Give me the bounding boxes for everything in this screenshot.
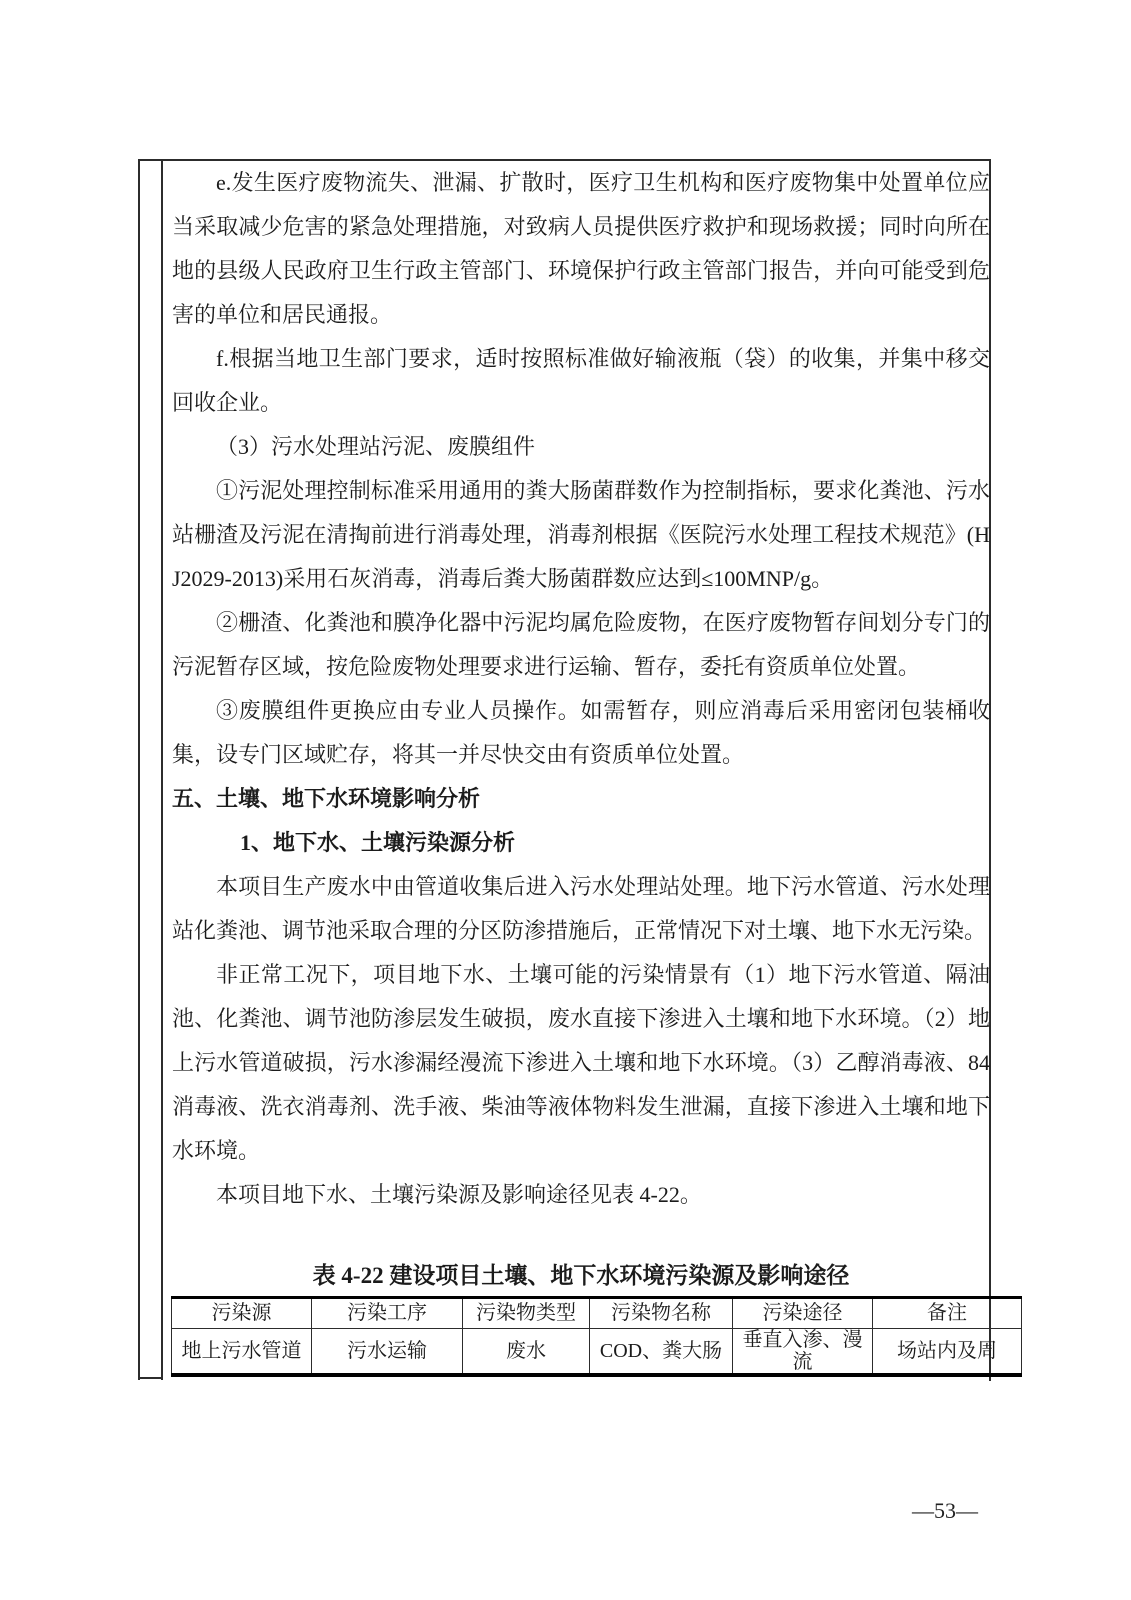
page-border-left-inner [161, 159, 163, 1380]
paragraph-abnormal-condition: 非正常工况下，项目地下水、土壤可能的污染情景有（1）地下污水管道、隔油池、化粪池、调节池防渗层发生破损，废水直接下渗进入土壤和地下水环境。（2）地上污水管道破损，污水渗漏经漫流下渗进入土壤和地下水环境。（3）乙醇消毒液、84 消毒液、洗衣消毒剂、洗手液、柴油等液体物料发生泄漏，直接下渗进入土壤和地下水环境。 [172, 962, 990, 1163]
section-heading-soil-groundwater: 五、土壤、地下水环境影响分析 [172, 786, 481, 811]
table-header-row [172, 1298, 1022, 1329]
table-row [172, 1329, 1022, 1376]
page-number: —53— [912, 1498, 978, 1523]
table-header-pollutant-type: 污染物类型 [463, 1298, 590, 1329]
paragraph-normal-condition: 本项目生产废水中由管道收集后进入污水处理站处理。地下污水管道、污水处理站化粪池、调节池采取合理的分区防渗措施后，正常情况下对土壤、地下水无污染。 [172, 874, 990, 943]
cell-pollution-source: 地上污水管道 [172, 1329, 312, 1376]
pollution-source-table [171, 1296, 1022, 1377]
table-header-remarks: 备注 [873, 1298, 1022, 1329]
cell-pollution-pathway: 垂直入渗、漫流 [733, 1329, 873, 1376]
paragraph-table-reference: 本项目地下水、土壤污染源及影响途径见表 4-22。 [216, 1182, 702, 1207]
page-border-left-outer [138, 159, 140, 1380]
paragraph-sludge-1: ①污泥处理控制标准采用通用的粪大肠菌群数作为控制指标，要求化粪池、污水站栅渣及污泥在清掏前进行消毒处理，消毒剂根据《医院污水处理工程技术规范》(HJ2029-2013)采用石灰消毒，消毒后粪大肠菌群数应达到≤100MNP/g。 [172, 478, 990, 591]
cell-pollution-process: 污水运输 [312, 1329, 463, 1376]
table-header-pollution-process: 污染工序 [312, 1298, 463, 1329]
page-content [172, 161, 990, 1217]
cell-pollutant-type: 废水 [463, 1329, 590, 1376]
page-border-bottom-narrow-column [138, 1377, 163, 1379]
paragraph-subsection-3-title: （3）污水处理站污泥、废膜组件 [216, 434, 536, 459]
cell-remarks: 场站内及周 [873, 1329, 1022, 1376]
table-header-pollution-source: 污染源 [172, 1298, 312, 1329]
paragraph-medical-waste-f: f.根据当地卫生部门要求，适时按照标准做好输液瓶（袋）的收集，并集中移交回收企业。 [172, 346, 990, 415]
table-title: 表 4-22 建设项目土壤、地下水环境污染源及影响途径 [312, 1263, 850, 1288]
paragraph-medical-waste-e: e.发生医疗废物流失、泄漏、扩散时，医疗卫生机构和医疗废物集中处置单位应当采取减少危害的紧急处理措施，对致病人员提供医疗救护和现场救援；同时向所在地的县级人民政府卫生行政主管部门、环境保护行政主管部门报告，并向可能受到危害的单位和居民通报。 [172, 170, 990, 327]
table-header-pollution-pathway: 污染途径 [733, 1298, 873, 1329]
subsection-heading-pollution-source-analysis: 1、地下水、土壤污染源分析 [240, 830, 516, 855]
cell-pollutant-name: COD、粪大肠 [590, 1329, 733, 1376]
paragraph-sludge-2: ②栅渣、化粪池和膜净化器中污泥均属危险废物，在医疗废物暂存间划分专门的污泥暂存区域，按危险废物处理要求进行运输、暂存，委托有资质单位处置。 [172, 610, 990, 679]
table-header-pollutant-name: 污染物名称 [590, 1298, 733, 1329]
paragraph-sludge-3: ③废膜组件更换应由专业人员操作。如需暂存，则应消毒后采用密闭包装桶收集，设专门区域贮存，将其一并尽快交由有资质单位处置。 [172, 698, 990, 767]
